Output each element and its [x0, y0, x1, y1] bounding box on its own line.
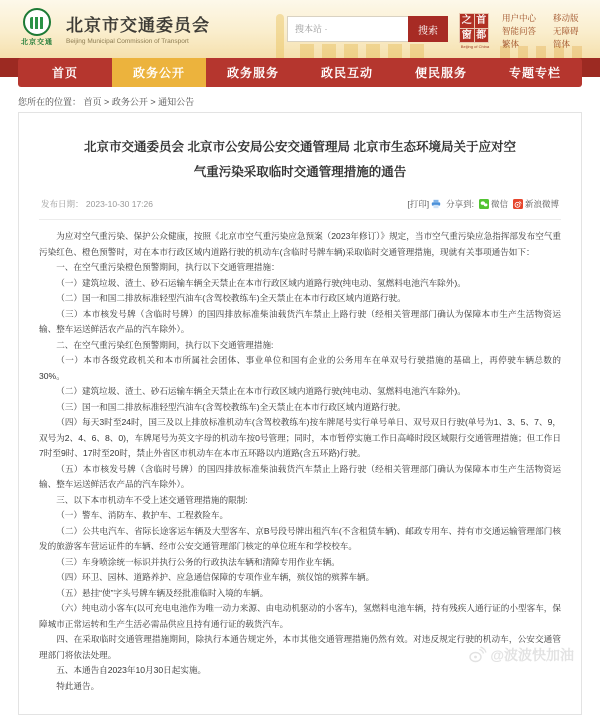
- article-title: 北京市交通委员会 北京市公安局公安交通管理局 北京市生态环境局关于应对空气重污染采取临时交通管理措施的通告: [84, 140, 516, 179]
- content-area: [0, 112, 600, 715]
- seal-char: 首: [476, 15, 487, 26]
- publish-date-label: 发布日期：: [41, 199, 84, 209]
- article-paragraph: （二）国一和国二排放标准轻型汽油车(含驾校教练车)全天禁止在本市行政区域内道路行驶。: [56, 293, 406, 303]
- breadcrumb-link[interactable]: 政务公开: [111, 96, 148, 107]
- article-paragraph: （六）纯电动小客车(以可充电电池作为唯一动力来源、由电动机驱动的小客车)，氢燃料电池车辆，持有残疾人通行证的小型客车，保障城市正常运转和生产生活必需品供应且持有通行证的载货汽车。: [39, 603, 561, 629]
- seal-char: 窗: [461, 29, 472, 41]
- breadcrumb-link[interactable]: 通知公告: [158, 96, 195, 107]
- quick-link[interactable]: 无障碍: [553, 26, 579, 36]
- search-button[interactable]: 搜索: [408, 16, 448, 42]
- site-subtitle: Beijing Municipal Commission of Transport: [66, 37, 189, 45]
- site-search: [287, 16, 448, 42]
- article-paragraph: （一）警车、消防车、救护车、工程救险车。: [56, 510, 229, 520]
- nav-item[interactable]: 专题专栏: [508, 66, 561, 80]
- quick-link[interactable]: 简体: [553, 39, 571, 49]
- quick-links-column-2: [553, 13, 579, 50]
- seal-icon: [459, 13, 489, 43]
- nav-item[interactable]: 政民互动: [320, 66, 373, 80]
- article-paragraph: （二）公共电汽车、省际长途客运车辆及大型客车、京B号段号牌出租汽车(不含租赁车辆)、邮政专用车、持有市交通运输管理部门核发的旅游客车营运证件的车辆、经市公安交通管理部门核定的单位班车和学校校车。: [39, 525, 561, 551]
- share-wechat-button[interactable]: [479, 198, 508, 210]
- article-paragraph: （三）本市核发号牌（含临时号牌）的国四排放标准柴油载货汽车禁止上路行驶（经相关管理部门确认为保障本市生产生活物资运输、整车运送鲜活农产品的汽车除外）。: [39, 308, 561, 334]
- weibo-icon: [513, 199, 523, 209]
- meta-divider: [39, 219, 561, 220]
- breadcrumb-label: 您所在的位置：: [18, 96, 82, 107]
- seal-caption: Beijing of China: [460, 44, 490, 49]
- breadcrumb-trail: [84, 95, 195, 108]
- site-title: 北京市交通委员会: [66, 15, 210, 35]
- printer-icon: [431, 199, 441, 209]
- nav-item[interactable]: 政务服务: [226, 66, 279, 80]
- article-card: [18, 112, 582, 715]
- article-paragraph: 五、本通告自2023年10月30日起实施。: [56, 665, 207, 675]
- article-body: [39, 229, 561, 694]
- seal-char: 之: [461, 15, 472, 26]
- quick-link[interactable]: 用户中心: [502, 13, 537, 23]
- wechat-icon: [479, 199, 489, 209]
- article-paragraph: （五）悬挂“使”字头号牌车辆及经批准临时入境的车辆。: [56, 587, 269, 598]
- article-paragraph: （四）每天3时至24时，国三及以上排放标准机动车(含驾校教练车)按车牌尾号实行单号单日、双号双日行驶(单号为1、3、5、7、9，双号为2、4、6、8、0)，车牌尾号为英文字母的机动车按0号管理；同时，本市暂停实施工作日高峰时段区域限行交通管理措施；但工作日7时至9时、17时至20时，禁止外省区市机动车在本市五环路以内道路(含五环路)行驶。: [39, 417, 561, 458]
- article-meta: [39, 198, 561, 210]
- quick-link[interactable]: 繁体: [502, 39, 520, 49]
- breadcrumb: [0, 90, 600, 112]
- breadcrumb-link[interactable]: 首页: [83, 96, 102, 107]
- article-paragraph: 四、在采取临时交通管理措施期间，除执行本通告规定外，本市其他交通管理措施仍然有效。对违反规定行驶的机动车，公安交通管理部门将依法处理。: [39, 634, 561, 660]
- nav-item[interactable]: 便民服务: [414, 66, 467, 80]
- article-paragraph: 为应对空气重污染、保护公众健康，按照《北京市空气重污染应急预案（2023年修订）》规定，当市空气重污染应急指挥部发布空气重污染红色、橙色预警时，对在本市行政区域内道路行驶的机动车(含临时号牌车辆)采取临时交通管理措施，现就有关事项通告如下：: [39, 231, 561, 257]
- nav-item[interactable]: 政务公开: [112, 58, 206, 87]
- article-paragraph: （一）建筑垃圾、渣土、砂石运输车辆全天禁止在本市行政区域内道路行驶(纯电动、氢燃料电池汽车除外)。: [56, 277, 466, 288]
- share-weibo-button[interactable]: [513, 198, 559, 210]
- breadcrumb-separator: >: [147, 96, 159, 107]
- article-paragraph: （四）环卫、园林、道路养护、应急通信保障的专项作业车辆，殡仪馆的殡葬车辆。: [56, 572, 375, 582]
- transport-emblem-icon: [16, 8, 58, 47]
- breadcrumb-separator: >: [101, 96, 112, 107]
- article-paragraph: 特此通告。: [56, 680, 100, 691]
- watermark-text: @波波快加油: [490, 647, 574, 663]
- article-paragraph: 三、以下本市机动车不受上述交通管理措施的限制:: [56, 494, 248, 505]
- nav-bar: [18, 58, 582, 87]
- seal-char: 都: [476, 29, 487, 41]
- site-logo[interactable]: [16, 8, 210, 47]
- header-decoration: [276, 14, 284, 58]
- header-decoration: [300, 44, 430, 58]
- site-header: [0, 0, 600, 58]
- main-navigation: [0, 58, 600, 90]
- article-paragraph: 二、在空气重污染红色预警期间，执行以下交通管理措施:: [56, 339, 274, 350]
- publish-date-value: 2023-10-30 17:26: [85, 199, 154, 209]
- capital-window-seal[interactable]: [459, 13, 491, 49]
- print-button[interactable]: [407, 198, 441, 210]
- share-label: 分享到:: [446, 199, 474, 209]
- share-wechat-label: 微信: [490, 199, 508, 209]
- emblem-label: 北京交通: [21, 39, 53, 46]
- article-paragraph: （三）国一和国二排放标准轻型汽油车(含驾校教练车)全天禁止在本市行政区域内道路行驶。: [56, 401, 406, 412]
- print-label: [打印]: [407, 199, 430, 209]
- nav-item[interactable]: 首页: [51, 66, 78, 80]
- article-paragraph: （一）本市各级党政机关和本市所属社会团体、事业单位和国有企业的公务用车在单双号行驶措施的基础上，再停驶车辆总数的30%。: [39, 355, 561, 381]
- article-paragraph: 一、在空气重污染橙色预警期间，执行以下交通管理措施：: [56, 262, 280, 272]
- publish-date: [41, 198, 153, 210]
- quick-link[interactable]: 移动版: [553, 13, 579, 23]
- search-input[interactable]: [287, 16, 408, 42]
- quick-link[interactable]: 智能问答: [502, 26, 537, 36]
- article-paragraph: （三）车身喷涂统一标识并执行公务的行政执法车辆和清障专用作业车辆。: [56, 556, 340, 567]
- article-paragraph: （二）建筑垃圾、渣土、砂石运输车辆全天禁止在本市行政区域内道路行驶(纯电动、氢燃料电池汽车除外)。: [56, 386, 466, 396]
- quick-links-column-1: [502, 13, 536, 50]
- article-paragraph: （五）本市核发号牌（含临时号牌）的国四排放标准柴油载货汽车禁止上路行驶（经相关管理部门确认为保障本市生产生活物资运输、整车运送鲜活农产品的汽车除外）。: [39, 463, 561, 489]
- share-weibo-label: 新浪微博: [524, 199, 559, 209]
